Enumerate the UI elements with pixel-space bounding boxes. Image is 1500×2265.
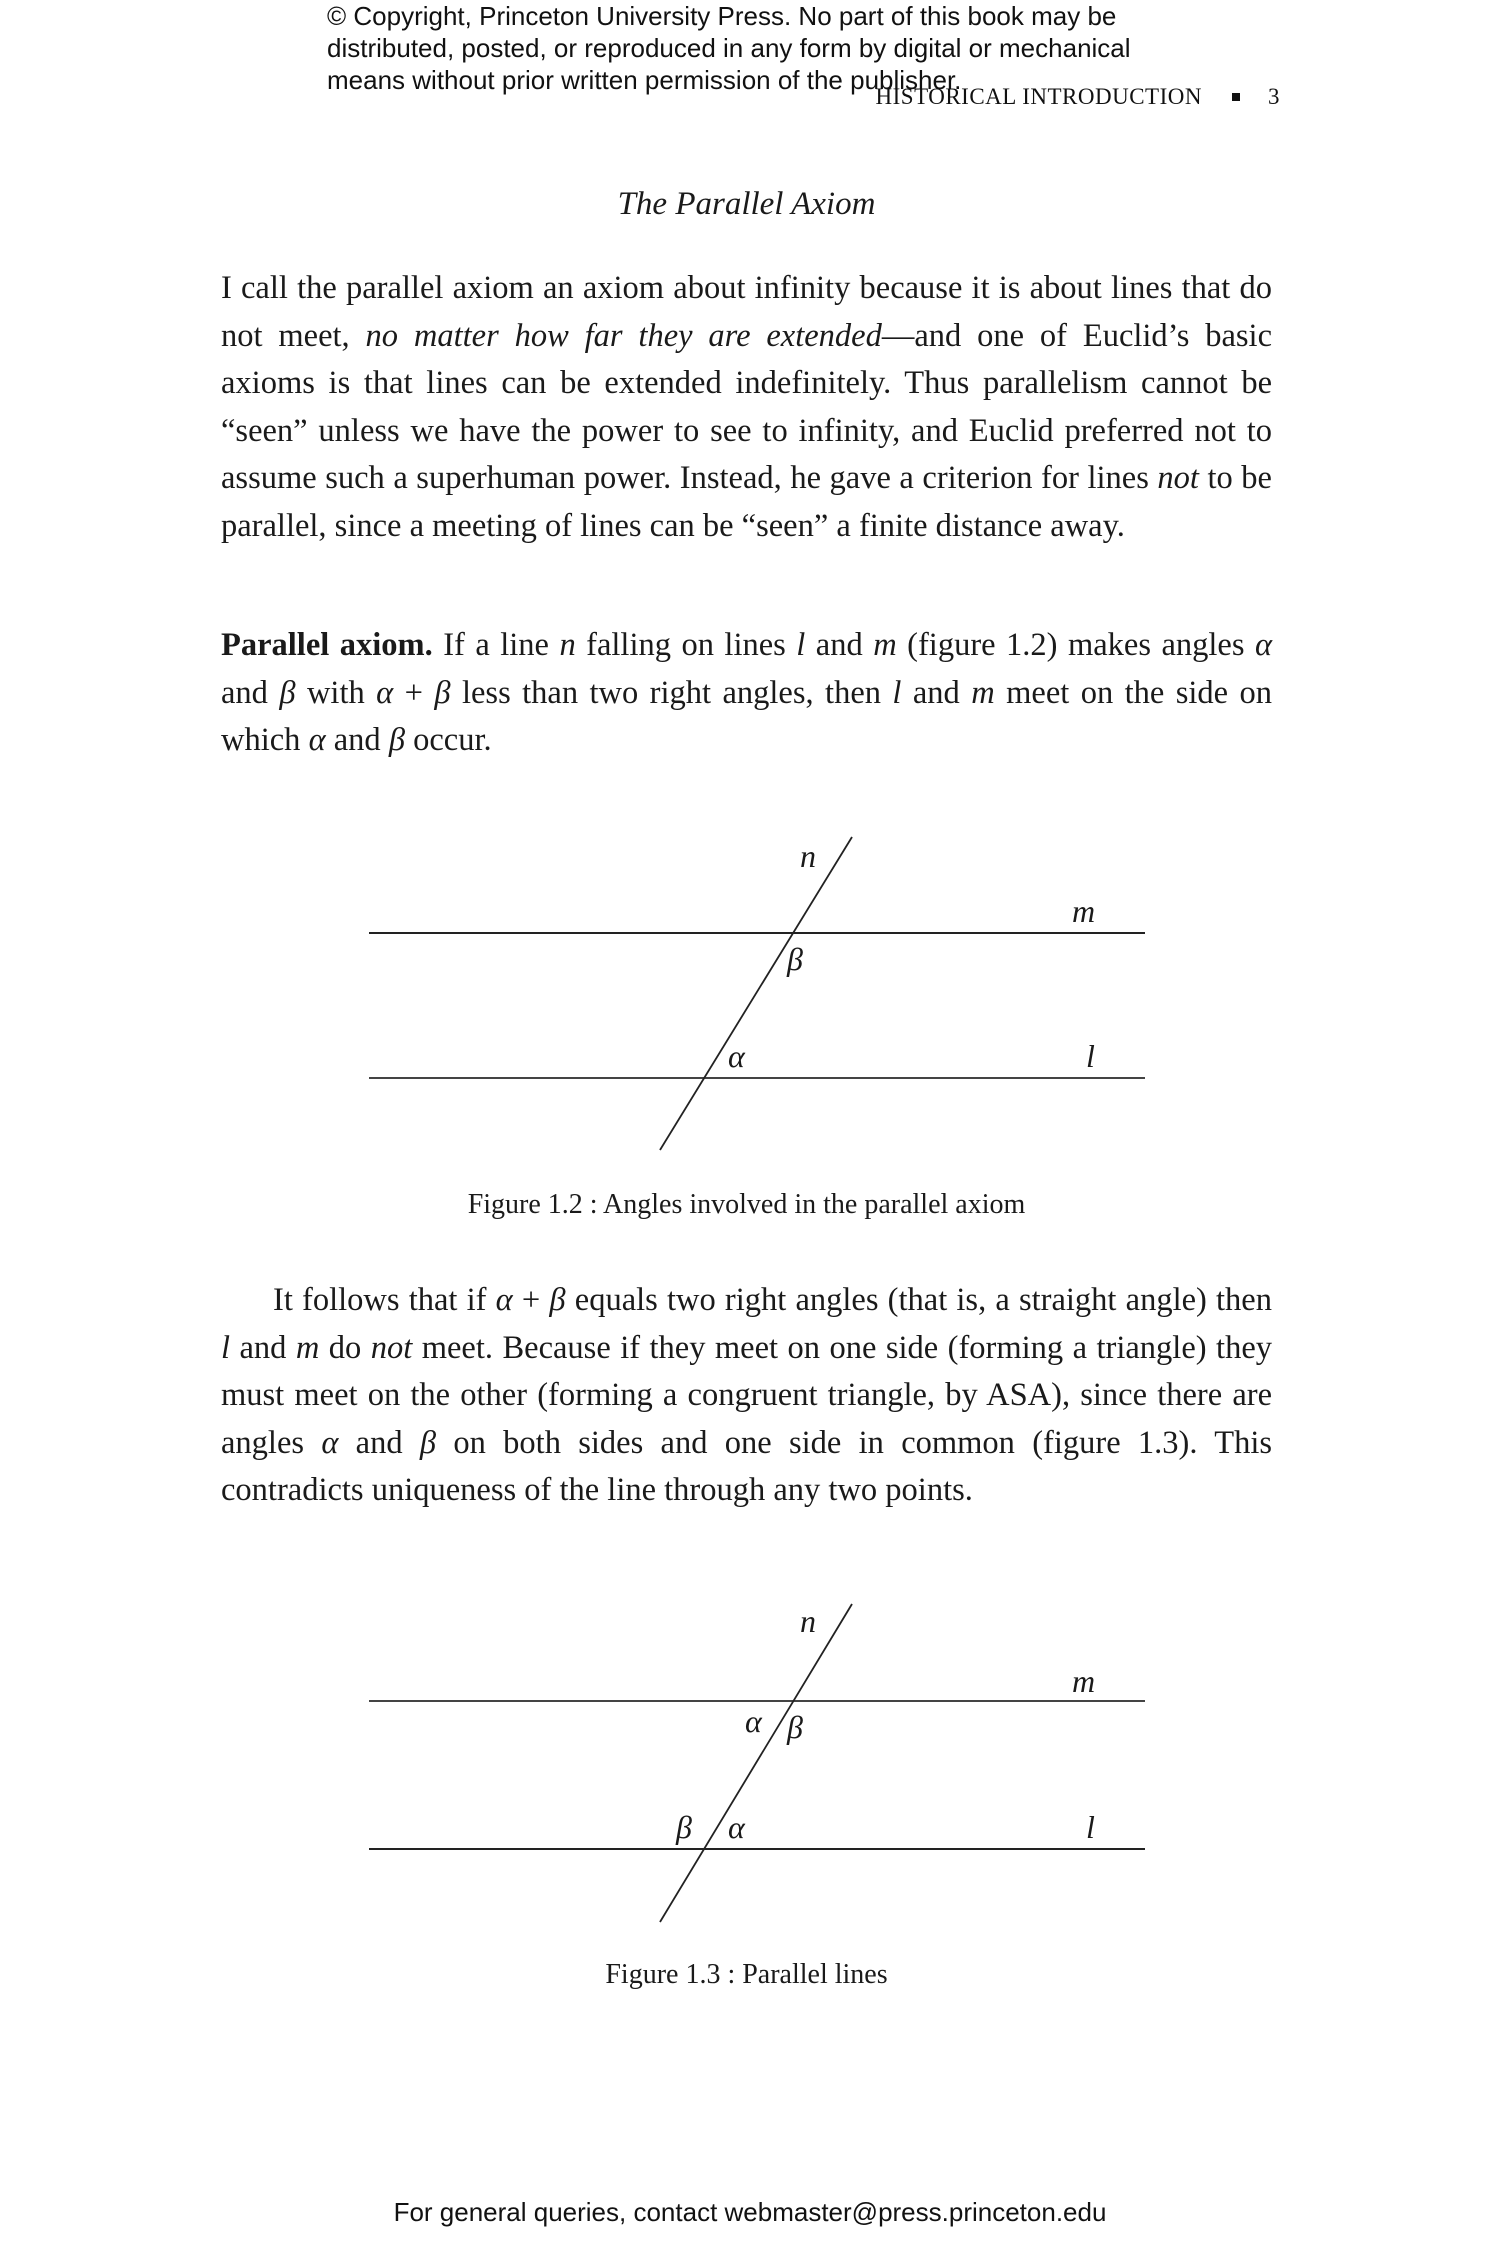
label-l: l	[1086, 1809, 1095, 1845]
variable-beta: β	[279, 674, 296, 711]
text-run: and	[901, 674, 972, 711]
label-alpha-bottom: α	[728, 1809, 745, 1845]
label-n: n	[800, 838, 816, 874]
line-n-transversal	[660, 837, 852, 1150]
variable-beta: β	[419, 1424, 437, 1461]
variable-alpha: α	[308, 722, 326, 758]
emphasis: no matter how far they are extended	[365, 317, 882, 354]
text-run: I call the parallel axiom an axiom about infinity because it is about lines that do not meet,	[221, 270, 1272, 354]
variable-m: m	[971, 674, 995, 711]
text-run: meet on the side on which	[221, 674, 1272, 758]
copyright-line: © Copyright, Princeton University Press. No part of this book may be	[327, 1, 1117, 31]
figure-1-3	[369, 1603, 1145, 1922]
label-alpha: α	[728, 1038, 745, 1074]
text-run: and	[230, 1329, 296, 1366]
label-m: m	[1072, 893, 1096, 929]
variable-n: n	[559, 627, 576, 663]
variable-l: l	[892, 674, 902, 711]
label-l: l	[1086, 1038, 1095, 1074]
section-title: The Parallel Axiom	[617, 186, 876, 222]
variable-l: l	[796, 627, 806, 663]
page-number: 3	[1268, 84, 1280, 109]
label-alpha-top: α	[745, 1703, 762, 1739]
text-run: and	[338, 1424, 420, 1461]
text-run: +	[393, 674, 435, 711]
text-run: falling on lines	[575, 627, 797, 663]
text-run: —and one of Euclid’s basic axioms is that lines can be extended indefinitely. Thus parallelism cannot be “seen” unless we have the power to see to infinity, and Euclid preferred not to assume such a superhuman power. Instead, he gave a criterion for lines	[221, 317, 1272, 496]
variable-alpha: α	[321, 1424, 339, 1461]
variable-beta: β	[388, 722, 405, 758]
text-run: on both sides and one side in common (figure 1.3). This contradicts uniqueness of the line through any two points.	[221, 1424, 1272, 1508]
text-run: (figure 1.2) makes angles	[896, 627, 1255, 663]
emphasis: not	[1157, 460, 1199, 496]
label-n: n	[800, 1603, 816, 1639]
text-run: meet. Because if they meet on one side (forming a triangle) they must meet on the other (forming a congruent triangle, by ASA), since there are angles	[221, 1329, 1272, 1461]
text-run: It follows that if	[273, 1282, 496, 1318]
figure-1-2-caption: Figure 1.2 : Angles involved in the parallel axiom	[467, 1189, 1026, 1220]
line-n-transversal	[660, 1604, 852, 1922]
label-beta-bottom: β	[676, 1809, 692, 1845]
axiom-label: Parallel axiom.	[221, 627, 433, 663]
copyright-line: means without prior written permission of the publisher.	[327, 65, 962, 95]
text-run: and	[805, 627, 874, 663]
text-run: and	[325, 722, 389, 758]
variable-m: m	[295, 1329, 320, 1366]
figure-1-2	[369, 837, 1145, 1150]
text-run: +	[512, 1282, 550, 1318]
running-head-section: HISTORICAL INTRODUCTION	[875, 84, 1202, 109]
text-run: and	[221, 674, 280, 711]
label-beta: β	[787, 941, 803, 977]
label-m: m	[1072, 1663, 1096, 1699]
variable-alpha: α	[495, 1282, 513, 1318]
variable-alpha: α	[1254, 627, 1272, 663]
paragraph-consequence	[221, 1277, 1272, 1515]
text-run: occur.	[405, 722, 492, 758]
variable-beta: β	[549, 1282, 566, 1318]
text-run: equals two right angles (that is, a straight angle) then	[565, 1282, 1272, 1318]
text-run: If a line	[432, 627, 560, 663]
footer-contact: For general queries, contact webmaster@press.princeton.edu	[393, 2197, 1107, 2227]
variable-beta: β	[434, 674, 451, 711]
emphasis: not	[370, 1329, 413, 1366]
text-run: do	[319, 1329, 371, 1366]
figure-1-3-caption: Figure 1.3 : Parallel lines	[605, 1959, 888, 1990]
text-run: with	[295, 674, 377, 711]
variable-m: m	[873, 627, 897, 663]
label-beta-top: β	[787, 1709, 803, 1745]
text-run: to be parallel, since a meeting of lines can be “seen” a finite distance away.	[221, 460, 1272, 544]
variable-alpha: α	[376, 674, 394, 711]
copyright-line: distributed, posted, or reproduced in any form by digital or mechanical	[327, 33, 1131, 63]
variable-l: l	[221, 1329, 231, 1366]
text-run: less than two right angles, then	[450, 674, 893, 711]
